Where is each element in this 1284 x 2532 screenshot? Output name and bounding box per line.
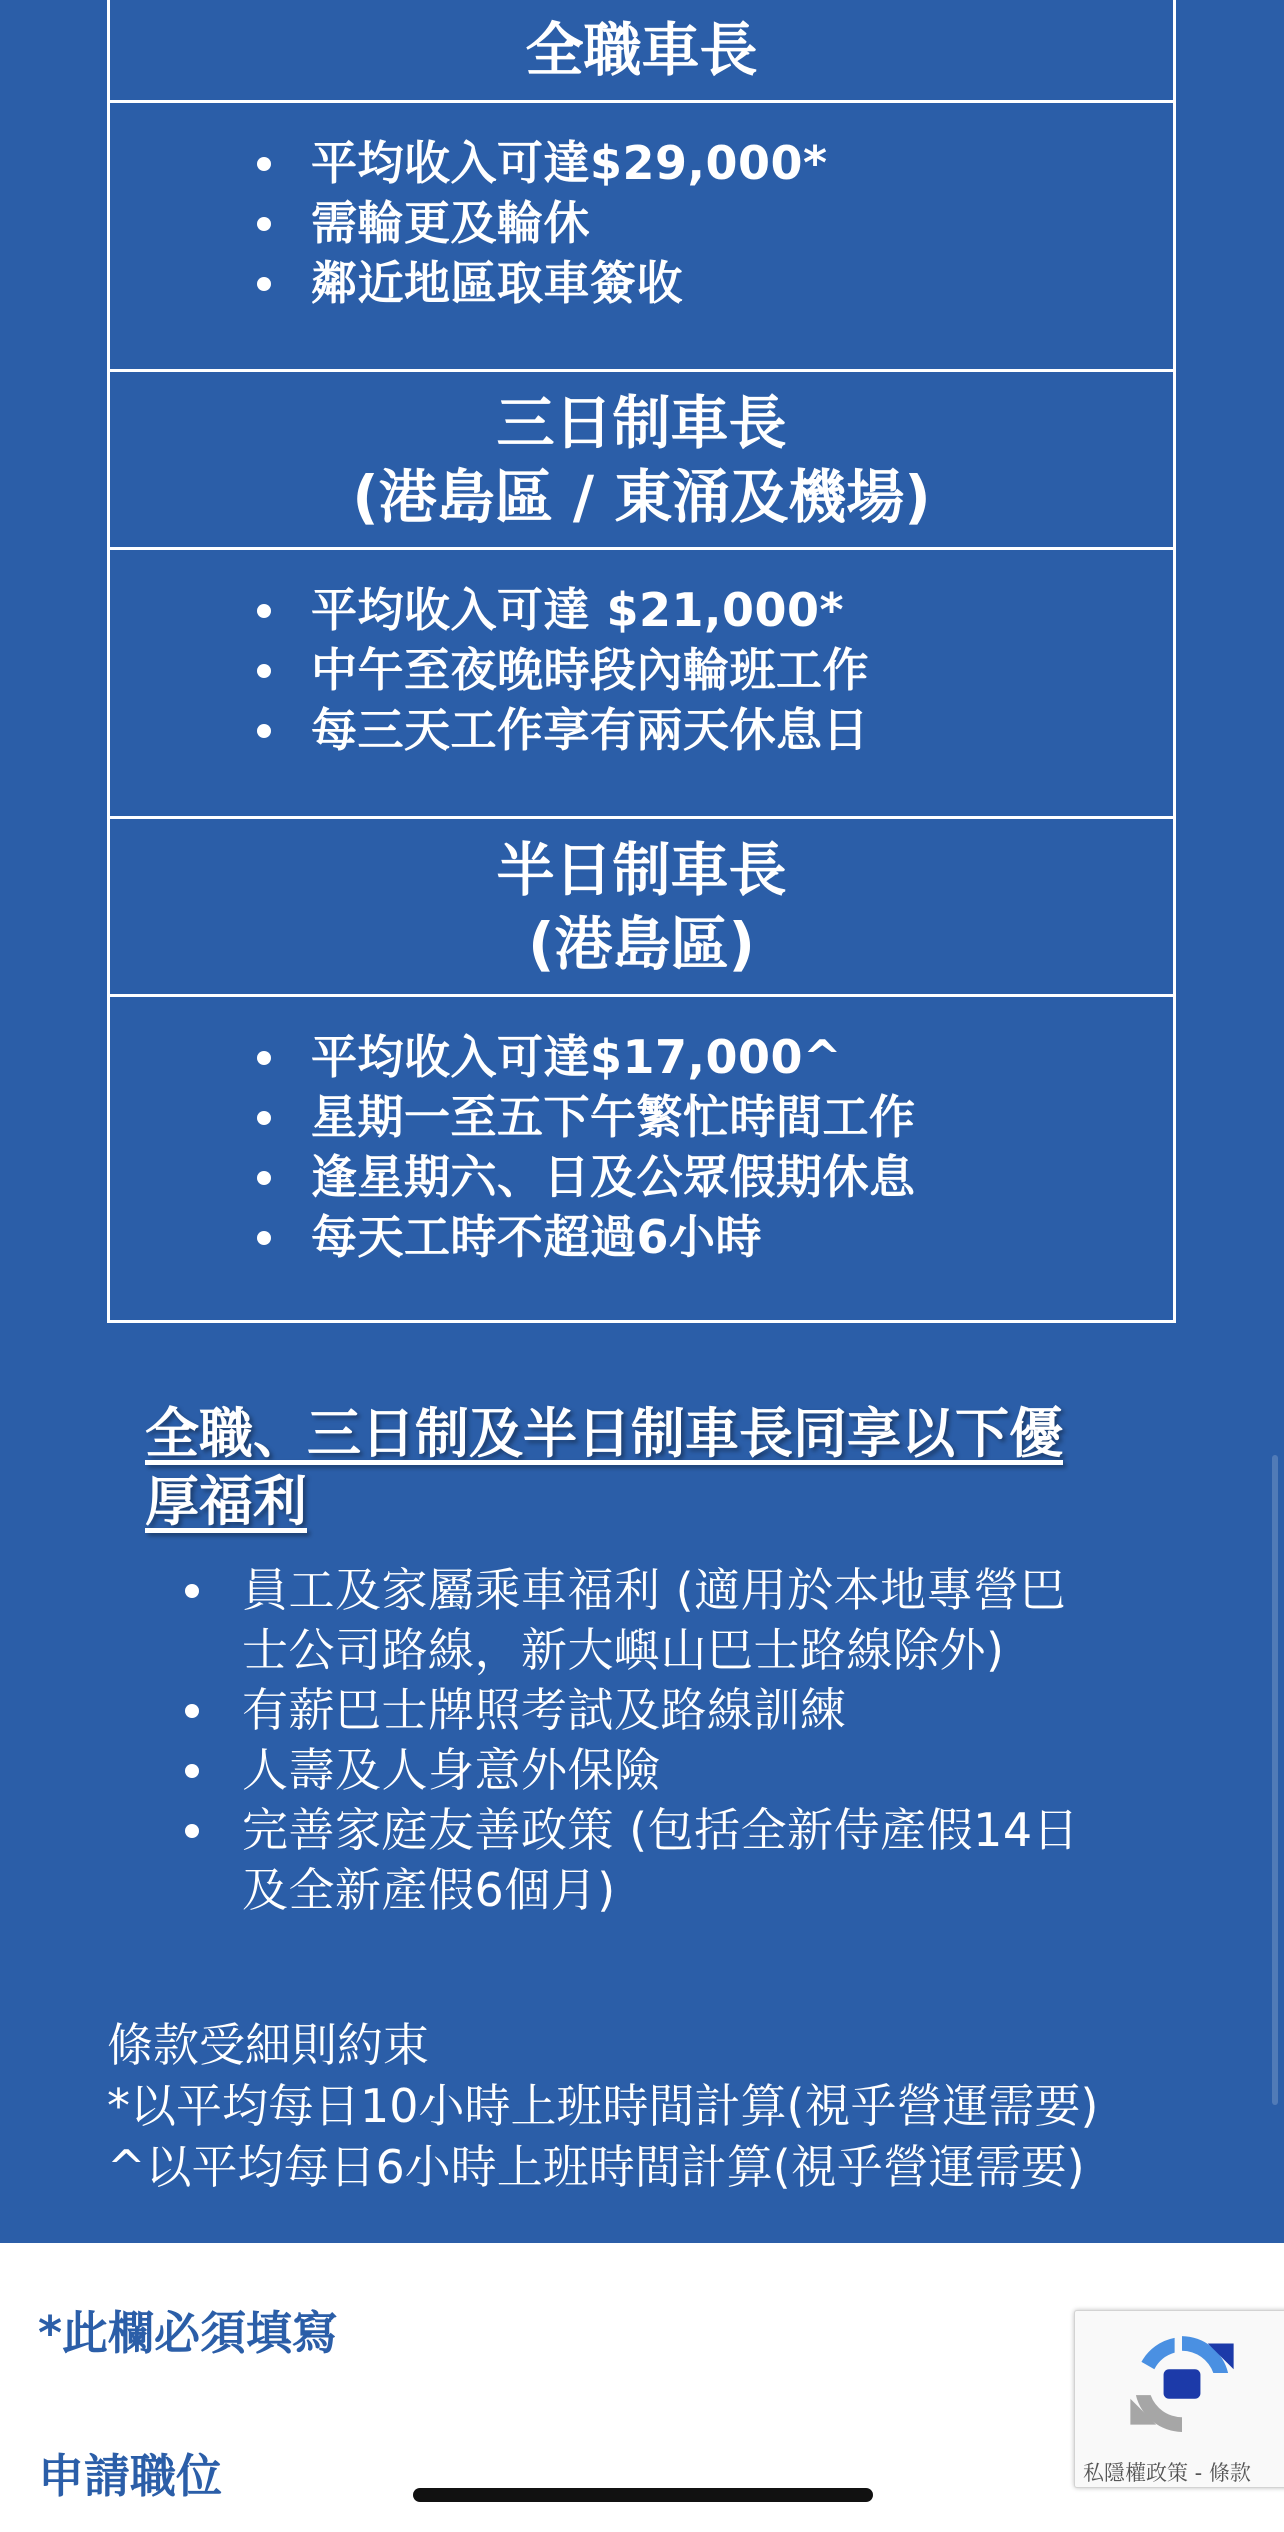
list-item: 平均收入可達$17,000^ — [257, 1027, 1173, 1087]
list-item: 平均收入可達$29,000* — [257, 133, 1173, 193]
recaptcha-badge[interactable] — [1074, 2310, 1284, 2488]
benefits-heading-line: 厚福利 — [145, 1470, 307, 1533]
list-item — [185, 1800, 1145, 1920]
three-day-title: 三日制車長 — [496, 388, 787, 457]
fulltime-title: 全職車長 — [525, 16, 758, 84]
benefit-line: 人壽及人身意外保險 — [242, 1743, 661, 1797]
list-item — [185, 1560, 1145, 1680]
list-item: 中午至夜晚時段內輪班工作 — [257, 640, 1173, 700]
fulltime-title-cell — [110, 0, 1173, 100]
benefits-list — [185, 1560, 1145, 1920]
benefits-heading — [145, 1400, 1125, 1536]
list-item: 需輪更及輪休 — [257, 193, 1173, 253]
list-item: 每天工時不超過6小時 — [257, 1207, 1173, 1267]
scrollbar[interactable] — [1272, 1455, 1278, 2105]
half-day-bullet-list — [257, 1027, 1173, 1267]
benefit-line: 完善家庭友善政策 (包括全新侍產假14日 — [242, 1803, 1080, 1857]
benefit-line: 及全新產假6個月) — [242, 1863, 616, 1917]
fulltime-details-cell — [110, 100, 1173, 369]
benefits-heading-line: 全職、三日制及半日制車長同享以下優 — [145, 1402, 1063, 1465]
recaptcha-icon — [1123, 2325, 1241, 2443]
terms-line: *以平均每日10小時上班時間計算(視乎營運需要) — [107, 2079, 1099, 2133]
list-item: 鄰近地區取車簽收 — [257, 253, 1173, 313]
list-item — [185, 1740, 1145, 1800]
three-day-title-cell — [110, 369, 1173, 547]
recaptcha-privacy-terms-links[interactable]: 私隱權政策 - 條款 — [1083, 2461, 1251, 2485]
list-item — [185, 1680, 1145, 1740]
half-day-title-cell — [110, 816, 1173, 994]
half-day-details-cell — [110, 994, 1173, 1320]
benefit-line: 有薪巴士牌照考試及路線訓練 — [242, 1683, 847, 1737]
home-indicator[interactable] — [413, 2488, 873, 2502]
three-day-details-cell — [110, 547, 1173, 816]
job-types-table — [107, 0, 1176, 1323]
three-day-bullet-list — [257, 580, 1173, 760]
half-day-subtitle: (港島區) — [527, 909, 756, 978]
list-item: 逢星期六、日及公眾假期休息 — [257, 1147, 1173, 1207]
list-item: 每三天工作享有兩天休息日 — [257, 700, 1173, 760]
half-day-title: 半日制車長 — [496, 835, 787, 904]
benefit-line: 員工及家屬乘車福利 (適用於本地專營巴 — [242, 1563, 1067, 1617]
required-field-note: *此欄必須填寫 — [38, 2306, 339, 2360]
position-field-label: 申請職位 — [38, 2449, 222, 2503]
terms-line: ^以平均每日6小時上班時間計算(視乎營運需要) — [107, 2140, 1085, 2194]
list-item: 平均收入可達 $21,000* — [257, 580, 1173, 640]
list-item: 星期一至五下午繁忙時間工作 — [257, 1087, 1173, 1147]
three-day-subtitle: (港島區 / 東涌及機場) — [352, 462, 931, 531]
fulltime-bullet-list — [257, 133, 1173, 313]
benefit-line: 士公司路線，新大嶼山巴士路線除外) — [242, 1623, 1005, 1677]
terms-line: 條款受細則約束 — [107, 2018, 429, 2072]
terms-notes — [107, 2015, 1257, 2198]
